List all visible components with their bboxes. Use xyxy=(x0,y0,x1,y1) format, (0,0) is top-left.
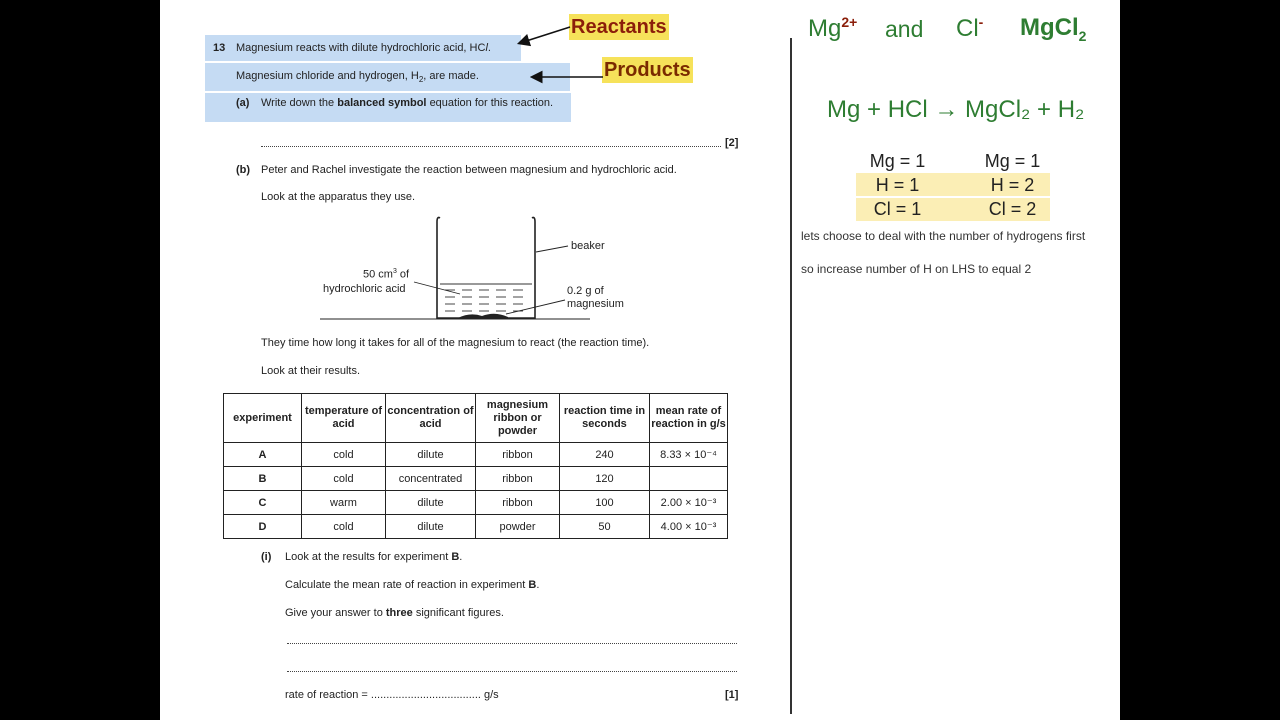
calc-text: Calculate the mean rate of reaction in experiment B. xyxy=(285,579,540,591)
table-header-row xyxy=(224,394,728,443)
answer-line-a[interactable] xyxy=(261,146,721,147)
table-header-cell: reaction time in seconds xyxy=(560,394,650,443)
table-header-cell: concentration of acid xyxy=(386,394,476,443)
part-i-label: (i) xyxy=(261,551,272,563)
table-header-cell: mean rate of reaction in g/s xyxy=(650,394,728,443)
word-equation: Mg + HCl → MgCl₂ + H₂ xyxy=(827,96,1085,123)
working-line-2[interactable] xyxy=(287,671,737,672)
compound-formula: MgCl$_2$ xyxy=(1020,14,1087,44)
table-header-cell: experiment xyxy=(224,394,302,443)
balance-left-cl: Cl = 1 xyxy=(873,199,922,219)
table-cell: A xyxy=(224,443,302,467)
products-note: Products xyxy=(604,59,691,81)
balance-left-h: H = 1 xyxy=(875,175,920,195)
table-cell: 4.00 × 10⁻³ xyxy=(650,515,728,539)
results-table xyxy=(223,393,728,539)
part-a-label: (a) xyxy=(236,97,250,109)
magnesium-label-name: magnesium xyxy=(567,298,624,310)
table-cell: 2.00 × 10⁻³ xyxy=(650,491,728,515)
part-i-text: Look at the results for experiment B. xyxy=(285,551,463,563)
table-cell: ribbon xyxy=(476,491,560,515)
table-cell: C xyxy=(224,491,302,515)
table-cell: ribbon xyxy=(476,467,560,491)
table-row xyxy=(224,491,728,515)
rate-answer-line[interactable]: rate of reaction = .................................... g/s xyxy=(285,689,499,701)
table-cell: dilute xyxy=(386,443,476,467)
table-header-cell: temperature of acid xyxy=(302,394,386,443)
table-cell: dilute xyxy=(386,491,476,515)
table-row xyxy=(224,467,728,491)
balance-right-cl: Cl = 2 xyxy=(988,199,1037,219)
table-row xyxy=(224,515,728,539)
results-text: Look at their results. xyxy=(261,365,361,377)
note-increase-h: so increase number of H on LHS to equal 2 xyxy=(801,262,1032,276)
table-cell: D xyxy=(224,515,302,539)
table-cell: 50 xyxy=(560,515,650,539)
sig-figs-text: Give your answer to three significant figures. xyxy=(285,607,504,619)
table-cell: concentrated xyxy=(386,467,476,491)
working-line-1[interactable] xyxy=(287,643,737,644)
annotation-arrows xyxy=(515,20,615,90)
ion-magnesium: $Mg^{2+}$ xyxy=(808,14,858,42)
question-intro-line-2: Magnesium chloride and hydrogen, $H_2$, are made. xyxy=(236,70,479,85)
table-cell: cold xyxy=(302,467,386,491)
ion-chloride: Cl- xyxy=(956,14,984,42)
balance-right-h: H = 2 xyxy=(990,175,1035,195)
table-cell: cold xyxy=(302,515,386,539)
worksheet-page xyxy=(160,0,1120,720)
table-cell: dilute xyxy=(386,515,476,539)
reactants-note: Reactants xyxy=(571,16,667,38)
ions-and: and xyxy=(885,16,924,42)
table-cell: 8.33 × 10⁻⁴ xyxy=(650,443,728,467)
table-cell: cold xyxy=(302,443,386,467)
acid-label-name: hydrochloric acid xyxy=(323,283,406,295)
beaker-label: beaker xyxy=(571,240,605,252)
note-hydrogens-first: lets choose to deal with the number of hydrogens first xyxy=(801,229,1086,243)
table-cell-answer[interactable] xyxy=(650,467,728,491)
page-divider xyxy=(790,38,792,714)
part-i-marks: [1] xyxy=(725,689,739,701)
part-b-label: (b) xyxy=(236,164,251,176)
magnesium-label-mass: 0.2 g of xyxy=(567,285,604,297)
balance-right-mg: Mg = 1 xyxy=(984,151,1041,171)
table-row xyxy=(224,443,728,467)
table-cell: 120 xyxy=(560,467,650,491)
table-cell: powder xyxy=(476,515,560,539)
table-cell: 240 xyxy=(560,443,650,467)
part-b-text: Peter and Rachel investigate the reaction between magnesium and hydrochloric acid. xyxy=(261,164,677,176)
table-cell: ribbon xyxy=(476,443,560,467)
part-a-marks: [2] xyxy=(725,137,739,149)
balance-left-mg: Mg = 1 xyxy=(869,151,926,171)
apparatus-text: Look at the apparatus they use. xyxy=(261,191,416,203)
question-number: 13 xyxy=(213,42,226,54)
time-text: They time how long it takes for all of the magnesium to react (the reaction time). xyxy=(261,337,650,349)
acid-label-volume: 50 $cm^3$ of xyxy=(363,268,410,281)
table-cell: 100 xyxy=(560,491,650,515)
table-cell: B xyxy=(224,467,302,491)
question-intro-line-1: Magnesium reacts with dilute hydrochloric acid, HCl. xyxy=(236,42,491,54)
table-header-cell: magnesium ribbon or powder xyxy=(476,394,560,443)
table-cell: warm xyxy=(302,491,386,515)
part-a-text: Write down the balanced symbol equation for this reaction. xyxy=(261,97,554,109)
